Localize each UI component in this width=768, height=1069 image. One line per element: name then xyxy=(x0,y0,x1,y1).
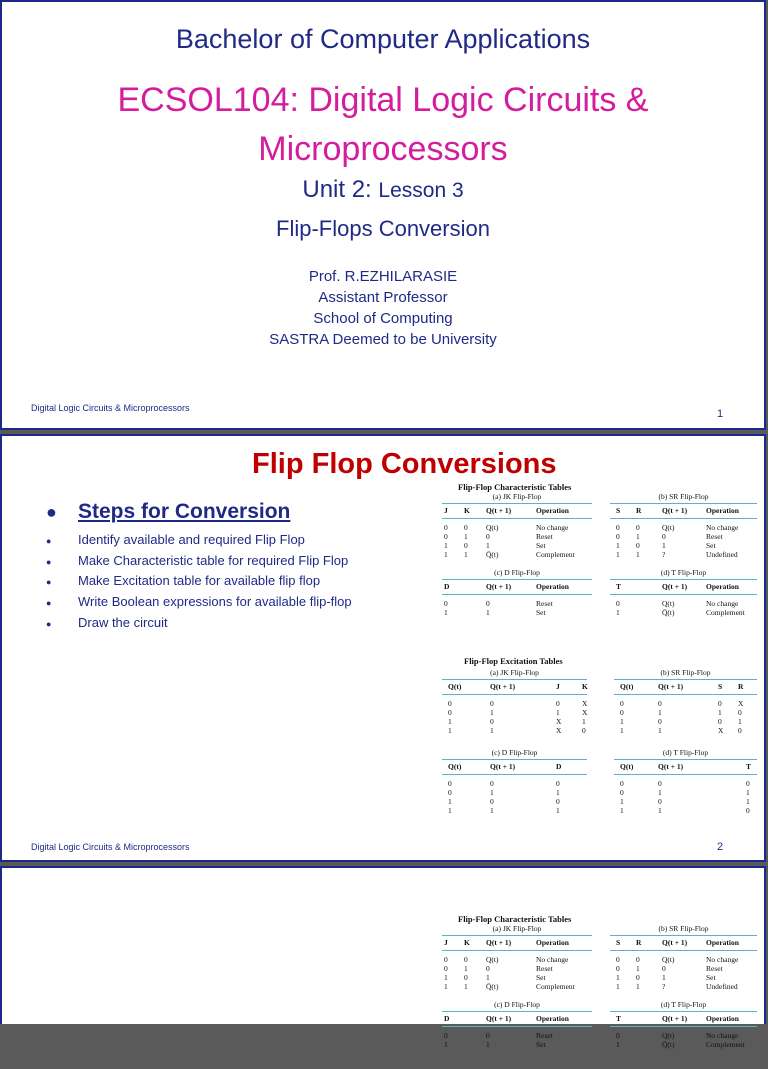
table-cell: 0 xyxy=(616,532,620,541)
table-cell: 0 xyxy=(444,523,448,532)
table-cell: 0 xyxy=(616,599,620,608)
bullet-icon: ● xyxy=(46,536,52,546)
table-header: K xyxy=(464,938,470,947)
table-cell: 0 xyxy=(448,699,452,708)
table-cell: 1 xyxy=(616,1040,620,1049)
table-header: K xyxy=(582,682,588,691)
table-cell: 0 xyxy=(662,532,666,541)
table-cell: 0 xyxy=(486,1031,490,1040)
table-cell: 0 xyxy=(620,708,624,717)
table-cell: 1 xyxy=(556,708,560,717)
table-cell: Complement xyxy=(706,1040,745,1049)
table-rule xyxy=(614,679,757,680)
steps-heading xyxy=(46,500,290,524)
table-cell: 0 xyxy=(486,532,490,541)
table-cell: X xyxy=(582,708,588,717)
table-cell: 1 xyxy=(636,532,640,541)
table-rule xyxy=(614,694,757,695)
table-header: J xyxy=(444,506,448,515)
table-cell: Q̄(t) xyxy=(486,550,499,559)
table-cell: 1 xyxy=(464,532,468,541)
characteristic-tables xyxy=(442,914,757,1069)
table-cell: X xyxy=(556,717,562,726)
table-cell: 1 xyxy=(486,608,490,617)
table-cell: 0 xyxy=(636,541,640,550)
table-cell: 0 xyxy=(718,717,722,726)
table-cell: Reset xyxy=(706,532,723,541)
table-cell: 0 xyxy=(486,964,490,973)
table-rule xyxy=(610,1026,757,1027)
table-header: T xyxy=(746,762,752,771)
table-cell: ? xyxy=(662,550,666,559)
table-header: Operation xyxy=(536,1014,569,1023)
table-cell: 1 xyxy=(746,797,750,806)
table-cell: Q(t) xyxy=(662,1031,675,1040)
table-header: K xyxy=(464,506,470,515)
table-cell: 1 xyxy=(620,797,624,806)
table-cell: Q(t) xyxy=(662,955,675,964)
table-header: J xyxy=(444,938,448,947)
table-cell: No change xyxy=(706,1031,739,1040)
table-caption: Flip-Flop Characteristic Tables xyxy=(458,914,572,924)
table-cell: 1 xyxy=(444,550,448,559)
table-cell: Reset xyxy=(536,964,553,973)
table-cell: Q(t) xyxy=(486,523,499,532)
table-cell: X xyxy=(556,726,562,735)
prof-designation: Assistant Professor xyxy=(318,289,448,306)
table-cell: X xyxy=(738,699,744,708)
table-cell: Reset xyxy=(706,964,723,973)
table-header: Operation xyxy=(536,506,569,515)
table-rule xyxy=(442,1026,592,1027)
course-title xyxy=(2,76,764,174)
table-cell: 0 xyxy=(636,955,640,964)
table-header: Q(t + 1) xyxy=(662,938,688,947)
steps-list xyxy=(46,530,352,633)
table-cell: Set xyxy=(706,973,716,982)
table-rule xyxy=(442,759,587,760)
table-cell: 1 xyxy=(464,982,468,991)
lesson-title: Flip-Flops Conversion xyxy=(276,216,490,241)
table-title: (c) D Flip-Flop xyxy=(494,1000,540,1009)
table-cell: Complement xyxy=(536,982,575,991)
table-header: S xyxy=(718,682,723,691)
table-cell: Reset xyxy=(536,532,553,541)
slide-1 xyxy=(0,0,766,430)
table-cell: 0 xyxy=(746,779,750,788)
table-header: Operation xyxy=(536,938,569,947)
table-cell: 0 xyxy=(738,726,742,735)
table-cell: Complement xyxy=(536,550,575,559)
table-cell: Undefined xyxy=(706,982,738,991)
table-rule xyxy=(442,694,587,695)
table-cell: 0 xyxy=(658,779,662,788)
table-cell: 0 xyxy=(490,779,494,788)
table-cell: 1 xyxy=(718,708,722,717)
table-cell: 0 xyxy=(718,699,722,708)
list-item xyxy=(46,592,352,613)
table-cell: 0 xyxy=(620,699,624,708)
table-cell: 1 xyxy=(620,806,624,815)
table-header: D xyxy=(444,1014,450,1023)
table-cell: Reset xyxy=(536,599,553,608)
table-title: (b) SR Flip-Flop xyxy=(660,668,711,677)
table-cell: X xyxy=(582,699,588,708)
table-header: R xyxy=(738,682,744,691)
table-cell: 0 xyxy=(444,1031,448,1040)
table-rule xyxy=(610,950,757,951)
table-cell: 0 xyxy=(658,797,662,806)
step-text: Make Excitation table for available flip flop xyxy=(78,573,321,589)
bullet-icon: ● xyxy=(46,577,52,588)
table-cell: 0 xyxy=(490,699,494,708)
table-header: Operation xyxy=(706,582,739,591)
prof-name: Prof. R.EZHILARASIE xyxy=(308,268,458,285)
table-cell: 0 xyxy=(486,599,490,608)
slide-footer: Digital Logic Circuits & Microprocessors xyxy=(31,403,190,413)
table-header: Q(t) xyxy=(620,762,634,771)
table-title: (a) JK Flip-Flop xyxy=(492,924,542,933)
professor-info xyxy=(2,266,764,350)
table-title: (b) SR Flip-Flop xyxy=(658,924,709,933)
excitation-tables xyxy=(442,656,757,828)
table-cell: 0 xyxy=(738,708,742,717)
slide-title: Flip Flop Conversions xyxy=(252,448,557,480)
page-number: 2 xyxy=(717,841,724,853)
table-rule xyxy=(610,579,757,580)
table-cell: Set xyxy=(706,541,716,550)
bullet-icon: ● xyxy=(46,598,52,609)
table-cell: 0 xyxy=(448,788,452,797)
table-rule xyxy=(442,950,592,951)
table-cell: 1 xyxy=(658,708,662,717)
prof-university: SASTRA Deemed to be University xyxy=(269,331,497,348)
table-cell: 0 xyxy=(620,779,624,788)
table-cell: Undefined xyxy=(706,550,738,559)
table-cell: 0 xyxy=(444,532,448,541)
table-cell: 0 xyxy=(746,806,750,815)
bullet-icon: ● xyxy=(46,502,57,522)
table-header: Q(t + 1) xyxy=(662,506,688,515)
table-cell: 0 xyxy=(464,541,468,550)
table-cell: 1 xyxy=(490,806,494,815)
table-cell: No change xyxy=(706,599,739,608)
table-cell: Set xyxy=(536,541,546,550)
table-cell: 0 xyxy=(490,797,494,806)
table-rule xyxy=(610,594,757,595)
list-item xyxy=(46,530,352,551)
table-header: R xyxy=(636,938,642,947)
table-cell: 1 xyxy=(616,982,620,991)
table-cell: 1 xyxy=(582,717,586,726)
table-cell: Q̄(t) xyxy=(486,982,499,991)
table-cell: 1 xyxy=(658,726,662,735)
table-cell: 1 xyxy=(490,726,494,735)
table-cell: 1 xyxy=(658,806,662,815)
table-header: Q(t + 1) xyxy=(662,1014,688,1023)
table-cell: Q̄(t) xyxy=(662,1040,675,1049)
table-cell: Reset xyxy=(536,1031,553,1040)
table-cell: 0 xyxy=(636,973,640,982)
step-text: Draw the circuit xyxy=(78,614,168,630)
unit-heading xyxy=(2,176,764,204)
table-cell: 0 xyxy=(464,955,468,964)
slide-3 xyxy=(0,866,766,1049)
table-cell: 0 xyxy=(444,599,448,608)
table-cell: 1 xyxy=(486,541,490,550)
table-cell: 1 xyxy=(444,1040,448,1049)
table-rule xyxy=(442,518,592,519)
table-cell: 1 xyxy=(746,788,750,797)
table-header: Q(t + 1) xyxy=(662,582,688,591)
table-cell: 1 xyxy=(490,788,494,797)
table-header: T xyxy=(616,582,622,591)
table-cell: 0 xyxy=(556,779,560,788)
table-cell: 1 xyxy=(444,982,448,991)
table-title: (d) T Flip-Flop xyxy=(660,568,707,577)
table-rule xyxy=(442,579,592,580)
table-cell: Q(t) xyxy=(662,523,675,532)
table-cell: X xyxy=(718,726,724,735)
table-cell: 1 xyxy=(486,1040,490,1049)
table-rule xyxy=(442,1011,592,1012)
table-cell: 1 xyxy=(448,806,452,815)
table-cell: 0 xyxy=(464,523,468,532)
table-cell: No change xyxy=(536,523,569,532)
table-header: J xyxy=(556,682,560,691)
table-cell: No change xyxy=(536,955,569,964)
table-header: Q(t + 1) xyxy=(490,762,516,771)
table-cell: 1 xyxy=(636,982,640,991)
table-header: S xyxy=(616,506,621,515)
list-item xyxy=(46,613,352,634)
table-cell: 1 xyxy=(464,550,468,559)
table-cell: 0 xyxy=(490,717,494,726)
table-title: (d) T Flip-Flop xyxy=(660,1000,707,1009)
table-cell: 1 xyxy=(662,541,666,550)
table-cell: 1 xyxy=(448,797,452,806)
table-cell: Set xyxy=(536,608,546,617)
table-header: Q(t + 1) xyxy=(658,682,684,691)
table-rule xyxy=(442,679,587,680)
table-cell: 0 xyxy=(616,955,620,964)
table-cell: Set xyxy=(536,973,546,982)
table-cell: No change xyxy=(706,955,739,964)
prof-school: School of Computing xyxy=(313,310,453,327)
table-caption: Flip-Flop Characteristic Tables xyxy=(458,482,572,492)
table-title: (c) D Flip-Flop xyxy=(491,748,538,757)
table-header: Operation xyxy=(706,938,739,947)
table-title: (a) JK Flip-Flop xyxy=(490,668,539,677)
table-cell: 0 xyxy=(636,523,640,532)
table-cell: 0 xyxy=(464,973,468,982)
table-rule xyxy=(614,759,757,760)
table-cell: 0 xyxy=(658,699,662,708)
table-cell: No change xyxy=(706,523,739,532)
table-cell: 0 xyxy=(448,708,452,717)
table-title: (a) JK Flip-Flop xyxy=(492,492,542,501)
bullet-icon: ● xyxy=(46,556,52,567)
table-rule xyxy=(442,774,587,775)
table-cell: 1 xyxy=(448,717,452,726)
table-cell: Q(t) xyxy=(486,955,499,964)
table-rule xyxy=(442,503,592,504)
table-header: Q(t + 1) xyxy=(658,762,684,771)
table-cell: 0 xyxy=(658,717,662,726)
table-cell: 0 xyxy=(556,797,560,806)
unit-label: Unit 2: xyxy=(302,176,372,203)
step-text: Identify available and required Flip Flop xyxy=(78,532,305,547)
table-rule xyxy=(610,518,757,519)
course-title-line-2: Microprocessors xyxy=(258,130,508,168)
table-cell: 0 xyxy=(616,1031,620,1040)
table-cell: Q̄(t) xyxy=(662,608,675,617)
table-cell: 0 xyxy=(616,523,620,532)
table-cell: 1 xyxy=(658,788,662,797)
table-header: Q(t + 1) xyxy=(486,938,512,947)
table-cell: 1 xyxy=(662,973,666,982)
steps-heading-text: Steps for Conversion xyxy=(78,500,291,523)
table-rule xyxy=(442,594,592,595)
table-cell: 0 xyxy=(662,964,666,973)
table-header: Q(t + 1) xyxy=(486,582,512,591)
table-cell: 1 xyxy=(556,806,560,815)
table-header: S xyxy=(616,938,621,947)
table-header: Q(t + 1) xyxy=(490,682,516,691)
table-cell: 0 xyxy=(448,779,452,788)
table-header: D xyxy=(444,582,450,591)
table-header: Operation xyxy=(706,1014,739,1023)
table-rule xyxy=(610,503,757,504)
slide-footer: Digital Logic Circuits & Microprocessors xyxy=(31,842,190,852)
step-text: Make Characteristic table for required Flip Flop xyxy=(78,552,349,568)
table-header: Q(t) xyxy=(448,762,462,771)
table-header: Q(t + 1) xyxy=(486,1014,512,1023)
table-header: Q(t) xyxy=(620,682,634,691)
table-cell: 1 xyxy=(448,726,452,735)
table-cell: 1 xyxy=(620,726,624,735)
table-rule xyxy=(610,935,757,936)
page-number: 1 xyxy=(717,408,724,420)
table-header: D xyxy=(556,762,562,771)
table-cell: 0 xyxy=(616,964,620,973)
table-header: Q(t + 1) xyxy=(486,506,512,515)
table-cell: 1 xyxy=(738,717,742,726)
table-cell: 1 xyxy=(464,964,468,973)
characteristic-tables xyxy=(442,482,757,637)
table-cell: 0 xyxy=(556,699,560,708)
table-cell: Complement xyxy=(706,608,745,617)
table-title: (c) D Flip-Flop xyxy=(494,568,540,577)
step-text: Write Boolean expressions for available flip-flop xyxy=(78,594,352,610)
lesson-number: Lesson 3 xyxy=(378,179,464,202)
degree-title: Bachelor of Computer Applications xyxy=(175,24,591,54)
table-cell: 1 xyxy=(444,608,448,617)
table-caption: Flip-Flop Excitation Tables xyxy=(464,656,563,666)
course-title-line-1: ECSOL104: Digital Logic Circuits & xyxy=(117,81,649,119)
list-item xyxy=(46,551,352,572)
table-header: Operation xyxy=(706,506,739,515)
table-cell: 1 xyxy=(490,708,494,717)
table-cell: 1 xyxy=(486,973,490,982)
table-cell: 0 xyxy=(582,726,586,735)
table-cell: Set xyxy=(536,1040,546,1049)
table-cell: 1 xyxy=(636,550,640,559)
table-cell: 1 xyxy=(636,964,640,973)
table-header: Operation xyxy=(536,582,569,591)
table-rule xyxy=(610,1011,757,1012)
table-title: (d) T Flip-Flop xyxy=(662,748,709,757)
table-title: (b) SR Flip-Flop xyxy=(658,492,709,501)
table-header: T xyxy=(616,1014,622,1023)
table-cell: 1 xyxy=(444,973,448,982)
list-item xyxy=(46,571,352,592)
table-cell: 0 xyxy=(444,955,448,964)
table-cell: 1 xyxy=(444,541,448,550)
table-cell: 1 xyxy=(620,717,624,726)
table-rule xyxy=(442,935,592,936)
table-cell: 0 xyxy=(444,964,448,973)
table-cell: Q(t) xyxy=(662,599,675,608)
table-cell: ? xyxy=(662,982,666,991)
table-header: R xyxy=(636,506,642,515)
table-cell: 1 xyxy=(616,973,620,982)
table-rule xyxy=(614,774,757,775)
table-cell: 1 xyxy=(616,541,620,550)
slide-2 xyxy=(0,434,766,862)
table-cell: 1 xyxy=(616,608,620,617)
table-cell: 1 xyxy=(556,788,560,797)
bullet-icon: ● xyxy=(46,618,52,629)
table-cell: 1 xyxy=(616,550,620,559)
table-header: Q(t) xyxy=(448,682,462,691)
table-cell: 0 xyxy=(620,788,624,797)
